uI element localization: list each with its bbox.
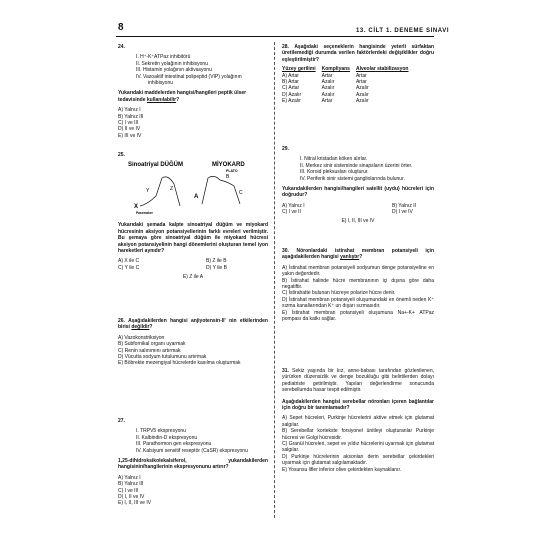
question-number: 27.	[118, 418, 125, 424]
question-stem: Yukarıdakilerden hangisi/hangileri satellit (uydu) hücreleri için doğrudur?	[282, 186, 434, 199]
roman-item: III. Koroid pleksusları oluşturur.	[300, 169, 369, 176]
label-c: C	[239, 190, 243, 197]
roman-item: III. Histamin yolağının aktivasyonu	[136, 67, 212, 74]
column-header: Alveolar stabilizasyon	[355, 66, 409, 73]
option-c[interactable]: C) I ve III	[118, 487, 139, 494]
question-stem: 1,25-dihidroksikolekalsiferol, yukarıdakilerden hangisinin/hangilerinin ekspresyonunu artırır?	[118, 458, 268, 471]
label-y: Y	[146, 188, 150, 195]
label-x: X	[134, 204, 139, 211]
label-plato: PLATO	[226, 169, 238, 174]
option-c[interactable]: C) İstirahatte bulunan hücreye polarize hücre denir.	[282, 290, 396, 297]
question-number: 29.	[282, 146, 289, 152]
option-d[interactable]: D) Purkinje hücrelerinin aksonları derin serebellar çekirdekleri uyarmak için glutamat salgılamaktadır.	[282, 453, 434, 467]
label-pacemaker: Pacemaker	[136, 211, 153, 216]
page-number: 8	[118, 22, 124, 33]
column-divider	[274, 42, 275, 518]
option-c[interactable]: C) I ve III	[118, 120, 139, 127]
question-stem: 26. Aşağıdakilerden hangisi anjiyotensin-II' nin etkilerinden birisi değildir?	[118, 318, 268, 331]
label-a: A	[194, 194, 199, 201]
option-e[interactable]: E) I, II, III ve IV	[118, 500, 152, 507]
label-myocard: MİYOKARD	[212, 162, 245, 169]
question-stem: Aşağıdakilerden hangisi serebellar nöronları içeren bağlantılar için doğru bir tanımlamadır?	[282, 398, 434, 412]
option-c[interactable]: C) Renin salınımını artırmak	[118, 347, 181, 354]
column-header: Yüzey gerilimi	[282, 66, 316, 73]
option-d[interactable]: D) I, II ve IV	[118, 494, 145, 501]
option-c[interactable]: C) Y ile C	[118, 264, 140, 271]
question-stem: 30. Nöronlardaki istirahat membran potansiyeli için aşağıdakilerden hangisi yanlıştır?	[282, 248, 435, 261]
question-stem: Yukarıdaki maddelerden hangisi/hangileri peptik ülser tedavisinde kullanılabilir?	[118, 90, 247, 103]
label-b: B	[226, 174, 230, 181]
roman-item: IV. Kalsiyum sensitif reseptör (CaSR) ekspresyonu	[136, 447, 248, 454]
option-a[interactable]: A) Yalnız I	[282, 202, 305, 209]
roman-item: I. Nitral kristadan köken alırlar.	[300, 156, 368, 163]
question-number: 24.	[118, 44, 125, 50]
option-c[interactable]: C) Granül hücreleri, sepet ve yıldız hücrelerini uyarmak için glutamat salgılar.	[282, 441, 434, 454]
action-potential-diagram	[118, 156, 268, 218]
option-e[interactable]: E) III ve IV	[118, 132, 142, 139]
option-e[interactable]: E) İstirahat membran potansiyeli oluşumuna Na+-K+ ATPaz pompası da katkı sağlar.	[282, 309, 434, 323]
option-a[interactable]: A) Yalnız I	[118, 474, 141, 481]
option-d[interactable]: D) Y ile B	[206, 264, 227, 271]
option-c[interactable]: C) I ve II	[282, 209, 301, 216]
question-stem: Yukarıdaki şemada kalpte sinoatriyal düğüm ve miyokard hücresinin aksiyon potansiyellerinin farklı evreleri verilmiştir. Bu şemaya göre sinoatriyal düğüm ile miyokard hücresi aksiyon potansiyelinin hangi dönemlerini oluşturan temel iyon hareketleri aynıdır?	[118, 222, 268, 255]
option-e[interactable]: E) Azalır Artar Azalır	[282, 98, 369, 105]
roman-item: I. TRPV5 ekspresyonu	[136, 428, 186, 435]
option-b[interactable]: B) Yalnız III	[118, 481, 144, 488]
option-b[interactable]: B) Yalnız III	[118, 113, 144, 120]
roman-item: IV. Periferik sinir sistemi gangliolarında bulunur.	[300, 175, 405, 182]
label-sa-node: Sinoatriyal DÜĞÜM	[128, 162, 184, 169]
option-d[interactable]: D) İstirahat membran potansiyeli oluşumundaki en önemli neden K⁺ sızma kanallarından K⁺ un dışarı sızmasıdır.	[282, 296, 434, 310]
question-stem: 28. Aşağıdaki seçeneklerin hangisinde yeterli sürfaktan üretilemediği durumda verilen faktörlerdeki değişiklikler doğru eşleştirilmiştir?	[282, 44, 434, 63]
roman-item: I. H⁺-K⁺ATPaz inhibitörü	[136, 54, 191, 61]
roman-item: II. Kalbindin-D ekspresyonu	[136, 434, 198, 441]
column-header: Kompliyans	[321, 66, 350, 73]
question-30	[282, 248, 434, 322]
option-b[interactable]: B) Z ile B	[206, 258, 227, 265]
roman-item: inhibisyonu	[148, 80, 174, 87]
question-25	[118, 152, 268, 281]
option-d[interactable]: D) I ve IV	[392, 209, 413, 216]
option-b[interactable]: B) Yalnız II	[392, 202, 416, 209]
roman-item: II. Merkez sinir sisteminde sinapsların üzerini örter.	[300, 162, 413, 169]
label-z: Z	[170, 186, 174, 193]
question-27	[118, 418, 268, 507]
option-e[interactable]: E) Z ile A	[182, 274, 204, 281]
roman-item: III. Parathormon gen ekspresyonu	[136, 441, 212, 448]
option-b[interactable]: B) Serebellar kortekste forsiyonel ünitleyi oluşturanlar Purkinje hücresi ve Golgi hücresidir.	[282, 428, 434, 441]
option-d[interactable]: D) Vücutta sodyum tutulumunu artırmak	[118, 354, 207, 361]
option-a[interactable]: A) Vazokonstriksiyon	[118, 334, 165, 341]
option-a[interactable]: A) Sepet hücreleri, Purkinje hücrelerini aktive etmek için glutamat salgılar.	[282, 415, 434, 428]
option-d[interactable]: D) Azalır Azalır Azalır	[282, 91, 369, 98]
roman-item: II. Sekretin yolağının inhibisyonu	[136, 60, 208, 67]
option-a[interactable]: A) İstirahat membran potansiyeli sodyumun denge potansiyeline en yakın değerdedir.	[282, 264, 434, 278]
option-a[interactable]: A) Yalnız I	[118, 107, 141, 114]
question-26	[118, 318, 268, 367]
option-e[interactable]: E) I, II, III ve IV	[341, 217, 375, 224]
option-c[interactable]: C) Artar Azalır Azalır	[282, 85, 369, 92]
option-a[interactable]: A) Artar Artar Artar	[282, 72, 367, 79]
option-e[interactable]: E) Böbrekte mezengiyal hücrelerde kasılma oluşturmak	[118, 360, 241, 367]
option-b[interactable]: B) Artar Azalır Artar	[282, 79, 367, 86]
exam-title: 13. CİLT 1. DENEME SINAVI	[356, 28, 450, 34]
question-31	[282, 368, 434, 473]
option-a[interactable]: A) X ile C	[118, 258, 140, 265]
roman-item: IV. Vazoaktif intestinal polipeptid (VIP) yolağının	[136, 73, 242, 80]
option-b[interactable]: B) İstirahat halinde hücre membranının içi dışına göre daha negatiftir.	[282, 277, 434, 291]
question-24	[118, 44, 268, 139]
question-28	[282, 44, 434, 105]
question-29	[282, 146, 434, 224]
myocard-curve	[202, 177, 240, 205]
header-rule	[116, 36, 434, 37]
option-d[interactable]: D) II ve IV	[118, 126, 141, 133]
option-e[interactable]: E) Yosunsu lifler inferior olive çekirdekten kaynaklanır.	[282, 466, 402, 473]
question-intro: 31. Sekiz yaşında bir kız, anne-babası tarafından gözlenilenen, yürürken düzensizlik ve denge bozukluğu gibi belirtilerden dolayı pediatriste getirilmiştir. Yapılan değerlendirme sonucunda serebellumda hasar tespit edilmiştir.	[282, 368, 434, 394]
option-b[interactable]: B) Subfornikal organı uyarmak	[118, 341, 186, 348]
answer-table	[282, 66, 415, 104]
question-number: 25.	[118, 152, 125, 158]
